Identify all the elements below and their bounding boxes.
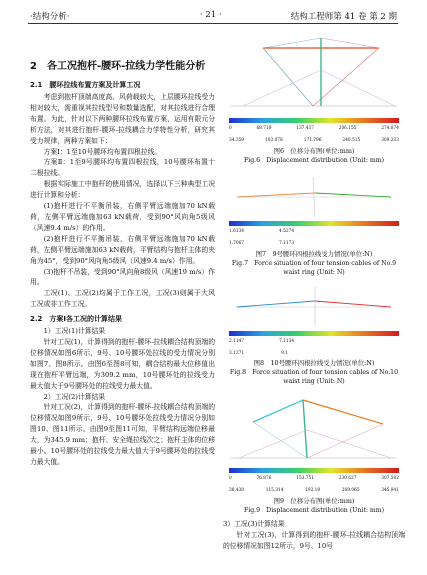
paragraph-result-1-title: 1）工况(1)计算结果 xyxy=(43,327,106,336)
figure-9-image xyxy=(223,392,405,468)
paragraph-condition-2: (2)抱杆进行不平衡吊装，右侧平臂远端施加70 kN载荷，左侧平臂远端施加63 kN载荷，平臂结构与抱杆主体的夹角为45°，受到90°风向角5级风（风速9.4 m/s）作用。 xyxy=(30,234,215,265)
figure-9-caption-cn: 图9 位移分布图(单位:mm) xyxy=(273,497,355,506)
figure-7-image xyxy=(223,173,405,221)
colorbar xyxy=(229,118,399,123)
figure-9 xyxy=(223,392,405,515)
paragraph-conditions-intro: 根据实际施工中抱杆的使用情况，选择以下三种典型工况进行计算和分析： xyxy=(30,180,215,200)
figure-8-caption-en: Fig.8 Force situation of four tension cables of No.10 waist ring (Unit: N) xyxy=(229,369,399,386)
figure-6-caption-en: Fig.6 Displacement distribution (Unit: mm) xyxy=(243,156,385,164)
paragraph-result-3: 针对工况(3)，计算得到的抱杆-腰环-拉线耦合结构顶端的位移情况如图12所示，9号、10号 xyxy=(223,531,405,551)
colorbar-ticks-bottom: 1.7067 7.1173 xyxy=(229,240,295,246)
figure-7 xyxy=(223,173,405,277)
figure-8 xyxy=(223,283,405,387)
figure-6-image xyxy=(223,30,405,118)
paragraph-condition-summary: 工况(1)、工况(2)均属于工作工况，工况(3)则属于大风工况或非工作工况。 xyxy=(30,289,215,309)
left-column xyxy=(30,60,215,468)
paragraph-result-2-title: 2）工况(2)计算结果 xyxy=(43,392,106,401)
colorbar xyxy=(229,331,399,336)
figure-7-caption-cn: 图7 9号腰环四根拉线受力情况(单位:N) xyxy=(255,249,373,258)
page-number: · 21 · xyxy=(200,10,222,20)
paragraph-scheme-2: 方案Ⅱ：1至9号腰环均布置四根拉线，10号腰环布置十二根拉线。 xyxy=(30,158,215,178)
figure-7-caption-en: Fig.7 Force situation of four tension cables of No.9 waist ring (Unit: N) xyxy=(231,259,397,276)
figure-8-image xyxy=(223,283,405,331)
colorbar-ticks-top: 0 68.719 137.437 206.155 274.874 xyxy=(229,126,399,131)
subsection-2-2-title: 2.2 方案Ⅰ各工况的计算结果 xyxy=(30,315,123,324)
colorbar xyxy=(229,468,399,473)
right-column xyxy=(223,30,405,552)
paragraph-1: 考虑到抱杆顶端高度高、风荷载较大，上层腰环拉线受力相对较大，需重视其拉线型号和数量选配，对其拉线进行合理布置。为此，针对以下两种腰环拉线布置方案，运用有限元分析方法，对其进行抱杆-腰环-拉线耦合力学特性分析，研究其受力规律，两种方案如下： xyxy=(30,93,215,145)
colorbar-ticks-bottom: 3.1271 9.1 xyxy=(229,350,288,356)
paragraph-condition-3: (3)抱杆不吊装，受到90°风向角8级风（风速19 m/s）作用。 xyxy=(30,267,215,287)
colorbar xyxy=(229,221,399,226)
header-rule xyxy=(28,23,398,24)
subsection-2-1-title: 2.1 腰环拉线布置方案及计算工况 xyxy=(30,81,141,89)
figure-8-caption-cn: 图8 10号腰环四根拉线受力情况(单位:N) xyxy=(253,359,375,368)
colorbar-ticks-top: 2.1147 7.1134 xyxy=(229,338,295,344)
figure-9-caption-en: Fig.9 Displacement distribution (Unit: mm) xyxy=(243,507,385,515)
colorbar-ticks-top: 1.6134 4.5274 xyxy=(229,228,295,234)
figure-6 xyxy=(223,30,405,165)
colorbar-ticks-bottom: 34.359 103.078 171.796 240.515 309.233 xyxy=(229,137,399,143)
paragraph-scheme-1: 方案Ⅰ：1至10号腰环均布置四根拉线。 xyxy=(43,147,162,156)
figure-6-caption-cn: 图6 位移分布图(单位:mm) xyxy=(273,146,355,155)
colorbar-ticks-bottom: 38.438 115.314 192.19 269.065 345.941 xyxy=(229,488,399,494)
paragraph-result-1: 针对工况(1)，计算得到的抱杆-腰环-拉线耦合结构顶端的位移情况如图6所示，9号、10号腰环处拉线的受力情况分别如图7、图8所示。由图6至图8可知，耦合结构最大位移值出现在抱杆平臂远端，为309.2 mm，10号腰环处的拉线受力最大值大于9号腰环处的拉线受力最大值。 xyxy=(30,338,215,390)
colorbar-ticks-top: 0 76.876 153.751 230.627 307.502 xyxy=(229,476,399,482)
paragraph-result-3-title: 3）工况(3)计算结果 xyxy=(223,520,285,529)
paragraph-condition-1: (1)抱杆进行不平衡吊装，右侧平臂远端施加70 kN载荷，左侧平臂远端施加63 kN载荷，受到90°风向角5级风（风速9.4 m/s）的作用。 xyxy=(30,202,215,232)
header-left: ·结构分析· xyxy=(30,12,70,22)
paragraph-result-2: 针对工况(2)，计算得到的抱杆-腰环-拉线耦合结构顶端的位移情况如图9所示，9号、10号腰环处拉线受力情况分别如图10、图11所示。由图9至图11可知，平臂结构远端位移最大，为345.9 mm；抱杆、安全绳拉线次之；抱杆主体的位移最小。10号腰环处的拉线受力最大值大于9号腰环处的拉线受力最大值。 xyxy=(30,403,215,466)
journal-name: 结构工程师第 41 卷 第 2 期 xyxy=(290,12,397,22)
section-title: 2 各工况抱杆-腰环-拉线力学性能分析 xyxy=(30,61,206,72)
